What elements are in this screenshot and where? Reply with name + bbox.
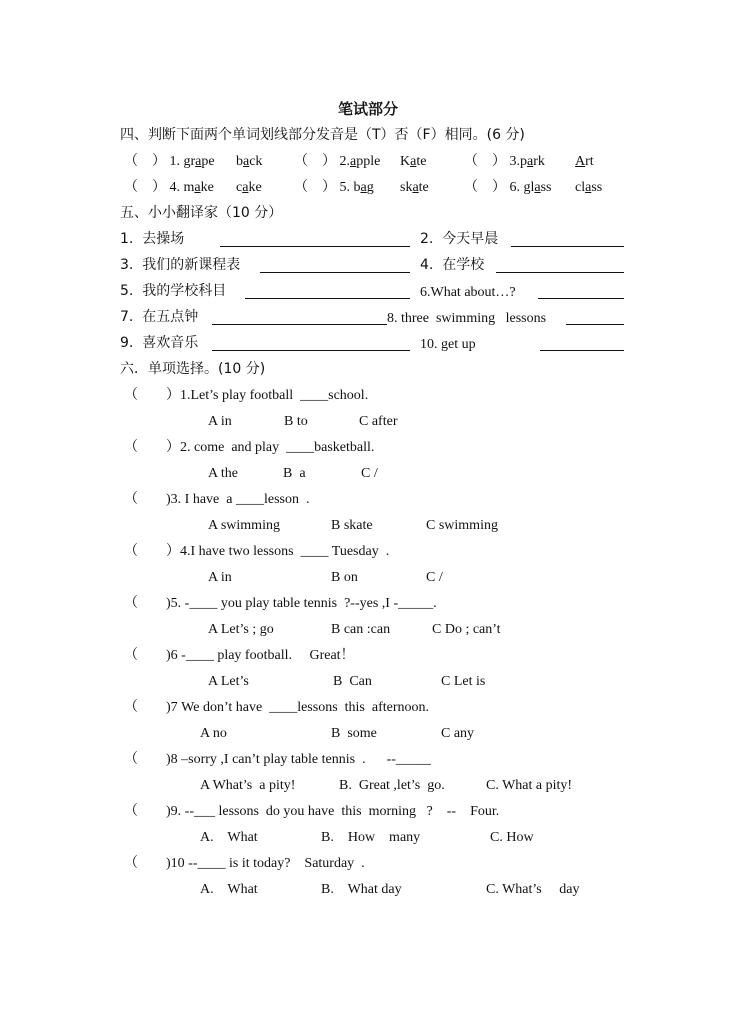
- s6-q1-option-a[interactable]: A in: [208, 414, 232, 429]
- s4-item-2: （ ） 2.apple: [294, 154, 381, 169]
- s6-q7-option-a[interactable]: A no: [200, 726, 227, 741]
- s5-answer-line-7[interactable]: [212, 324, 387, 325]
- section5-heading: 五、小小翻译家（10 分）: [120, 205, 283, 221]
- s4-item-6: （ ） 6. glass: [464, 180, 552, 195]
- s6-question-7: （ )7 We don’t have ____lessons this afternoon.: [124, 700, 430, 715]
- s6-q3-option-a[interactable]: A swimming: [208, 518, 280, 533]
- s6-q5-option-b[interactable]: B can :can: [331, 622, 391, 637]
- s4-item-paren[interactable]: （ ）: [294, 154, 336, 169]
- s4-item-3-word2: Art: [575, 154, 594, 169]
- s4-item-4: （ ） 4. make: [124, 180, 214, 195]
- s4-item-paren[interactable]: （ ）: [464, 154, 506, 169]
- s6-question-2: （ ）2. come and play ____basketball.: [124, 440, 375, 455]
- s6-question-5: （ )5. -____ you play table tennis ?--yes ,I -_____.: [124, 596, 437, 611]
- s6-q1-option-b[interactable]: B to: [284, 414, 308, 429]
- s5-item-5: 5. 我的学校科目: [120, 283, 227, 299]
- s5-answer-line-10[interactable]: [540, 350, 624, 351]
- s6-q8-option-b[interactable]: B. Great ,let’s go.: [339, 778, 445, 793]
- s6-q9-option-a[interactable]: A. What: [200, 830, 258, 845]
- s6-q2-option-c[interactable]: C /: [361, 466, 378, 481]
- s6-q8-option-a[interactable]: A What’s a pity!: [200, 778, 296, 793]
- s4-item-paren[interactable]: （ ）: [124, 154, 166, 169]
- s5-item-10: 10. get up: [420, 337, 476, 352]
- section6-heading: 六．单项选择。(10 分): [120, 361, 266, 377]
- s6-q9-option-c[interactable]: C. How: [490, 830, 534, 845]
- s5-answer-line-1[interactable]: [220, 246, 410, 247]
- s5-answer-line-9[interactable]: [212, 350, 410, 351]
- s5-item-8: 8. three swimming lessons: [387, 311, 547, 326]
- s6-question-1: （ ）1.Let’s play football ____school.: [124, 388, 369, 403]
- s6-q3-option-b[interactable]: B skate: [331, 518, 373, 533]
- s5-answer-line-5[interactable]: [245, 298, 410, 299]
- s5-item-4: 4. 在学校: [420, 257, 485, 273]
- s5-item-3: 3. 我们的新课程表: [120, 257, 241, 273]
- s5-item-2: 2. 今天早晨: [420, 231, 499, 247]
- s6-q10-option-b[interactable]: B. What day: [321, 882, 402, 897]
- s6-q10-option-c[interactable]: C. What’s day: [486, 882, 580, 897]
- s6-q2-option-b[interactable]: B a: [283, 466, 306, 481]
- page-title: 笔试部分: [338, 100, 399, 118]
- s6-q7-option-b[interactable]: B some: [331, 726, 377, 741]
- s5-item-7: 7. 在五点钟: [120, 309, 199, 325]
- s4-item-1-word2: back: [236, 154, 263, 169]
- s5-item-1: 1. 去操场: [120, 231, 185, 247]
- s6-question-6: （ )6 -____ play football. Great！: [124, 648, 355, 663]
- s4-item-2-word2: Kate: [400, 154, 427, 169]
- s5-answer-line-4[interactable]: [496, 272, 624, 273]
- s6-question-3: （ )3. I have a ____lesson .: [124, 492, 310, 507]
- s5-item-6: 6.What about…?: [420, 285, 516, 300]
- s6-q4-option-c[interactable]: C /: [426, 570, 443, 585]
- section4-heading: 四、判断下面两个单词划线部分发音是（T）否（F）相同。(6 分): [120, 127, 525, 143]
- s6-q2-option-a[interactable]: A the: [208, 466, 238, 481]
- s6-q3-option-c[interactable]: C swimming: [426, 518, 498, 533]
- s5-item-9: 9. 喜欢音乐: [120, 335, 199, 351]
- s5-answer-line-2[interactable]: [511, 246, 624, 247]
- s5-answer-line-3[interactable]: [260, 272, 410, 273]
- s4-item-1: （ ） 1. grape: [124, 154, 215, 169]
- s5-answer-line-8[interactable]: [566, 324, 624, 325]
- s6-q4-option-b[interactable]: B on: [331, 570, 358, 585]
- s4-item-4-word2: cake: [236, 180, 262, 195]
- s4-item-paren[interactable]: （ ）: [294, 180, 336, 195]
- s6-q5-option-c[interactable]: C Do ; can’t: [432, 622, 501, 637]
- s5-answer-line-6[interactable]: [538, 298, 624, 299]
- s4-item-6-word2: class: [575, 180, 603, 195]
- s6-q6-option-b[interactable]: B Can: [333, 674, 372, 689]
- s4-item-5-word2: skate: [400, 180, 429, 195]
- s6-question-9: （ )9. --___ lessons do you have this morning ? -- Four.: [124, 804, 500, 819]
- s6-question-10: （ )10 --____ is it today? Saturday .: [124, 856, 365, 871]
- s6-q1-option-c[interactable]: C after: [359, 414, 398, 429]
- s4-item-paren[interactable]: （ ）: [464, 180, 506, 195]
- s6-question-4: （ ）4.I have two lessons ____ Tuesday .: [124, 544, 390, 559]
- s4-item-3: （ ） 3.park: [464, 154, 545, 169]
- s4-item-5: （ ） 5. bag: [294, 180, 374, 195]
- s6-question-8: （ )8 –sorry ,I can’t play table tennis . --_____: [124, 752, 431, 767]
- s6-q6-option-c[interactable]: C Let is: [441, 674, 486, 689]
- s6-q10-option-a[interactable]: A. What: [200, 882, 258, 897]
- s6-q8-option-c[interactable]: C. What a pity!: [486, 778, 573, 793]
- s6-q5-option-a[interactable]: A Let’s ; go: [208, 622, 274, 637]
- s6-q9-option-b[interactable]: B. How many: [321, 830, 421, 845]
- s6-q7-option-c[interactable]: C any: [441, 726, 475, 741]
- s6-q6-option-a[interactable]: A Let’s: [208, 674, 249, 689]
- s6-q4-option-a[interactable]: A in: [208, 570, 232, 585]
- s4-item-paren[interactable]: （ ）: [124, 180, 166, 195]
